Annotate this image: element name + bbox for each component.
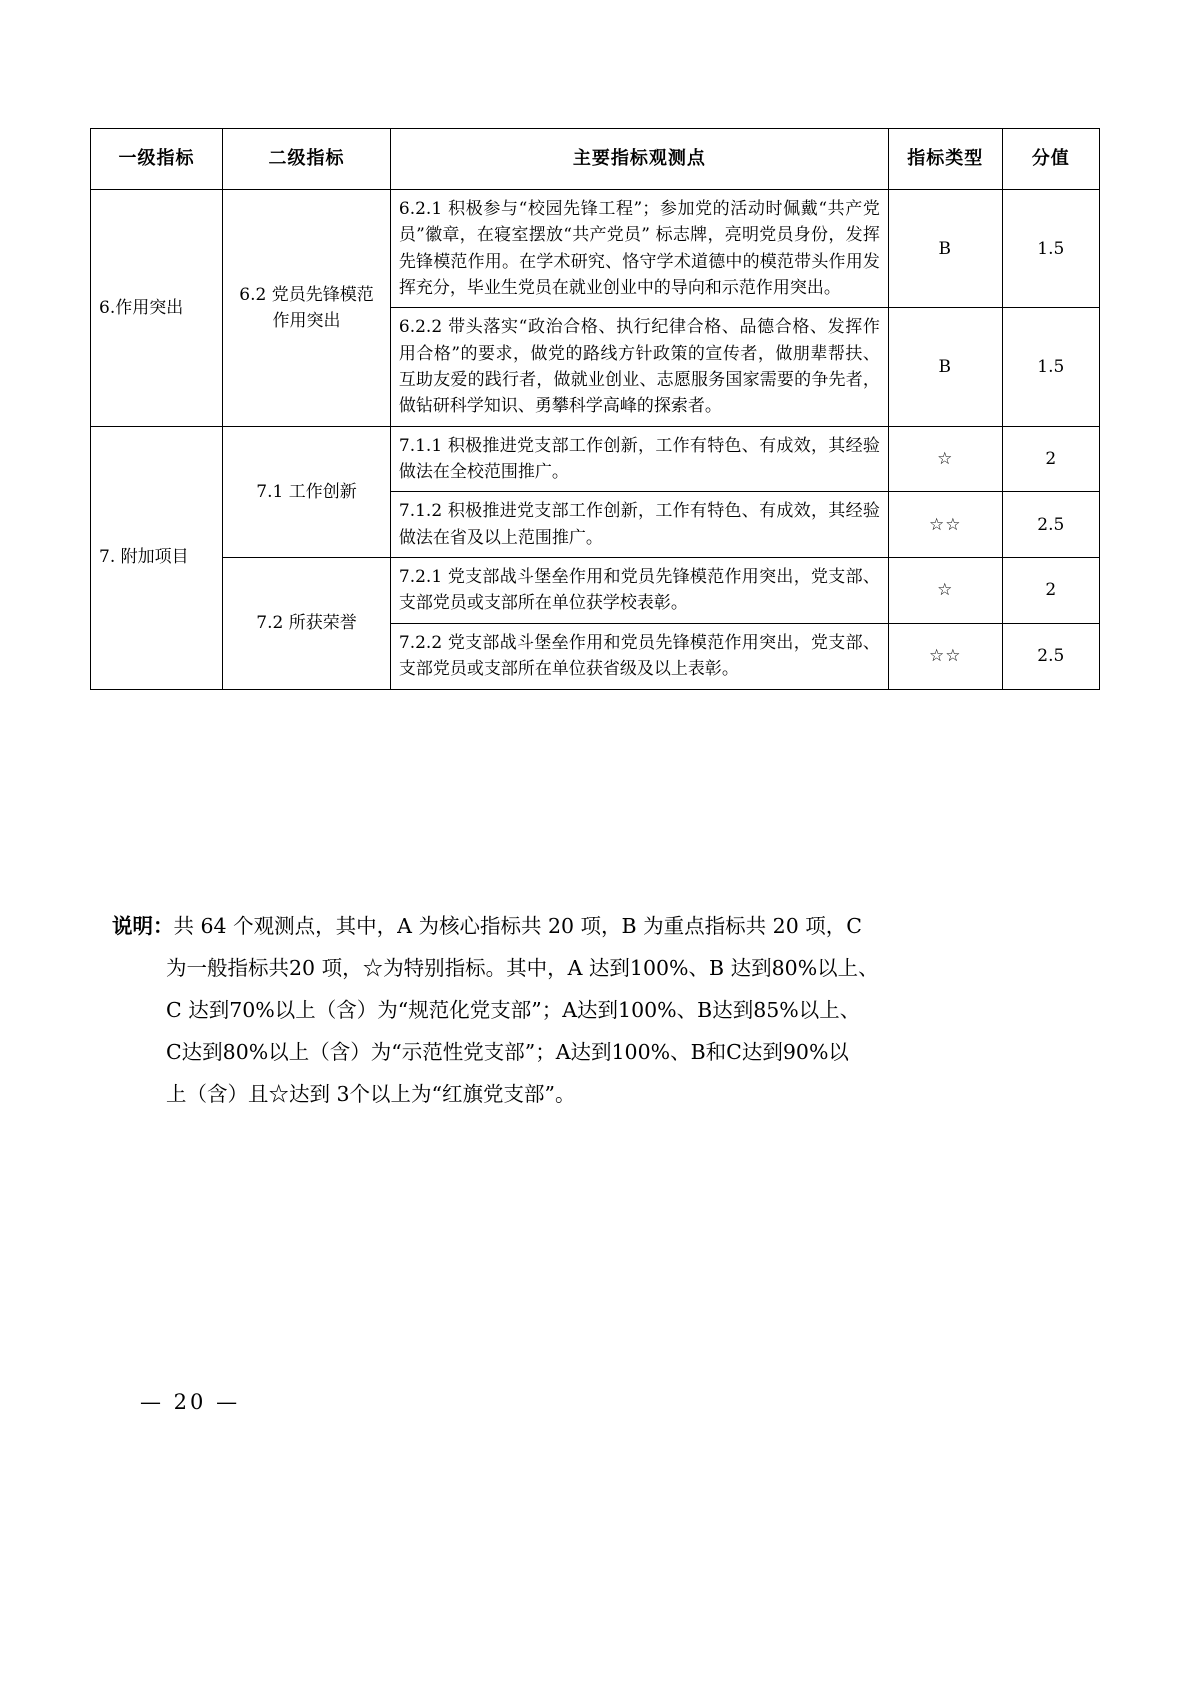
cell-score-6-2-2: 1.5 bbox=[1002, 308, 1099, 426]
note-line-4: C达到80%以上（含）为“示范性党支部”；A达到100%、B和C达到90%以 bbox=[166, 1040, 849, 1065]
cell-type-7-2-1: ☆ bbox=[888, 558, 1002, 624]
note-line-5: 上（含）且☆达到 3个以上为“红旗党支部”。 bbox=[166, 1082, 576, 1107]
cell-level2-7-2: 7.2 所获荣誉 bbox=[223, 558, 391, 689]
cell-level1-7: 7. 附加项目 bbox=[91, 426, 223, 689]
header-score: 分值 bbox=[1002, 129, 1099, 190]
note-line-1 bbox=[112, 905, 1097, 947]
note-line-3: C 达到70%以上（含）为“规范化党支部”；A达到100%、B达到85%以上、 bbox=[166, 998, 861, 1023]
cell-score-7-2-1: 2 bbox=[1002, 558, 1099, 624]
table-row bbox=[91, 558, 1100, 624]
indicator-table bbox=[90, 128, 1100, 690]
note-text-1: 共 64 个观测点，其中，A 为核心指标共 20 项，B 为重点指标共 20 项，C bbox=[173, 914, 862, 938]
cell-observation-6-2-1: 6.2.1 积极参与“校园先锋工程”；参加党的活动时佩戴“共产党员”徽章，在寝室摆放“共产党员” 标志牌，亮明党员身份，发挥先锋模范作用。在学术研究、恪守学术道德中的模范带头作用发挥充分，毕业生党员在就业创业中的导向和示范作用突出。 bbox=[390, 190, 888, 308]
table-row bbox=[91, 190, 1100, 308]
page-number: — 20 — bbox=[140, 1390, 241, 1414]
cell-observation-6-2-2: 6.2.2 带头落实“政治合格、执行纪律合格、品德合格、发挥作用合格”的要求，做党的路线方针政策的宣传者，做朋辈帮扶、互助友爱的践行者，做就业创业、志愿服务国家需要的争先者，做钻研科学知识、勇攀科学高峰的探索者。 bbox=[390, 308, 888, 426]
header-type: 指标类型 bbox=[888, 129, 1002, 190]
note-lead: 说明： bbox=[112, 914, 174, 938]
cell-level2-7-1: 7.1 工作创新 bbox=[223, 426, 391, 557]
cell-score-7-1-1: 2 bbox=[1002, 426, 1099, 492]
cell-type-6-2-1: B bbox=[888, 190, 1002, 308]
cell-observation-7-1-1: 7.1.1 积极推进党支部工作创新，工作有特色、有成效，其经验做法在全校范围推广。 bbox=[390, 426, 888, 492]
table-row bbox=[91, 426, 1100, 492]
table-header-row bbox=[91, 129, 1100, 190]
cell-type-7-1-2: ☆☆ bbox=[888, 492, 1002, 558]
cell-type-7-1-1: ☆ bbox=[888, 426, 1002, 492]
cell-type-6-2-2: B bbox=[888, 308, 1002, 426]
cell-level1-6: 6.作用突出 bbox=[91, 190, 223, 427]
cell-level2-6-2: 6.2 党员先锋模范作用突出 bbox=[223, 190, 391, 427]
cell-observation-7-2-2: 7.2.2 党支部战斗堡垒作用和党员先锋模范作用突出，党支部、支部党员或支部所在单位获省级及以上表彰。 bbox=[390, 623, 888, 689]
header-level1: 一级指标 bbox=[91, 129, 223, 190]
note-block bbox=[112, 905, 1097, 1115]
note-line-2: 为一般指标共20 项，☆为特别指标。其中，A 达到100%、B 达到80%以上、 bbox=[166, 956, 879, 981]
header-observation: 主要指标观测点 bbox=[390, 129, 888, 190]
cell-score-7-2-2: 2.5 bbox=[1002, 623, 1099, 689]
header-level2: 二级指标 bbox=[223, 129, 391, 190]
cell-score-7-1-2: 2.5 bbox=[1002, 492, 1099, 558]
cell-observation-7-2-1: 7.2.1 党支部战斗堡垒作用和党员先锋模范作用突出，党支部、支部党员或支部所在单位获学校表彰。 bbox=[390, 558, 888, 624]
cell-type-7-2-2: ☆☆ bbox=[888, 623, 1002, 689]
cell-score-6-2-1: 1.5 bbox=[1002, 190, 1099, 308]
cell-observation-7-1-2: 7.1.2 积极推进党支部工作创新，工作有特色、有成效，其经验做法在省及以上范围推广。 bbox=[390, 492, 888, 558]
